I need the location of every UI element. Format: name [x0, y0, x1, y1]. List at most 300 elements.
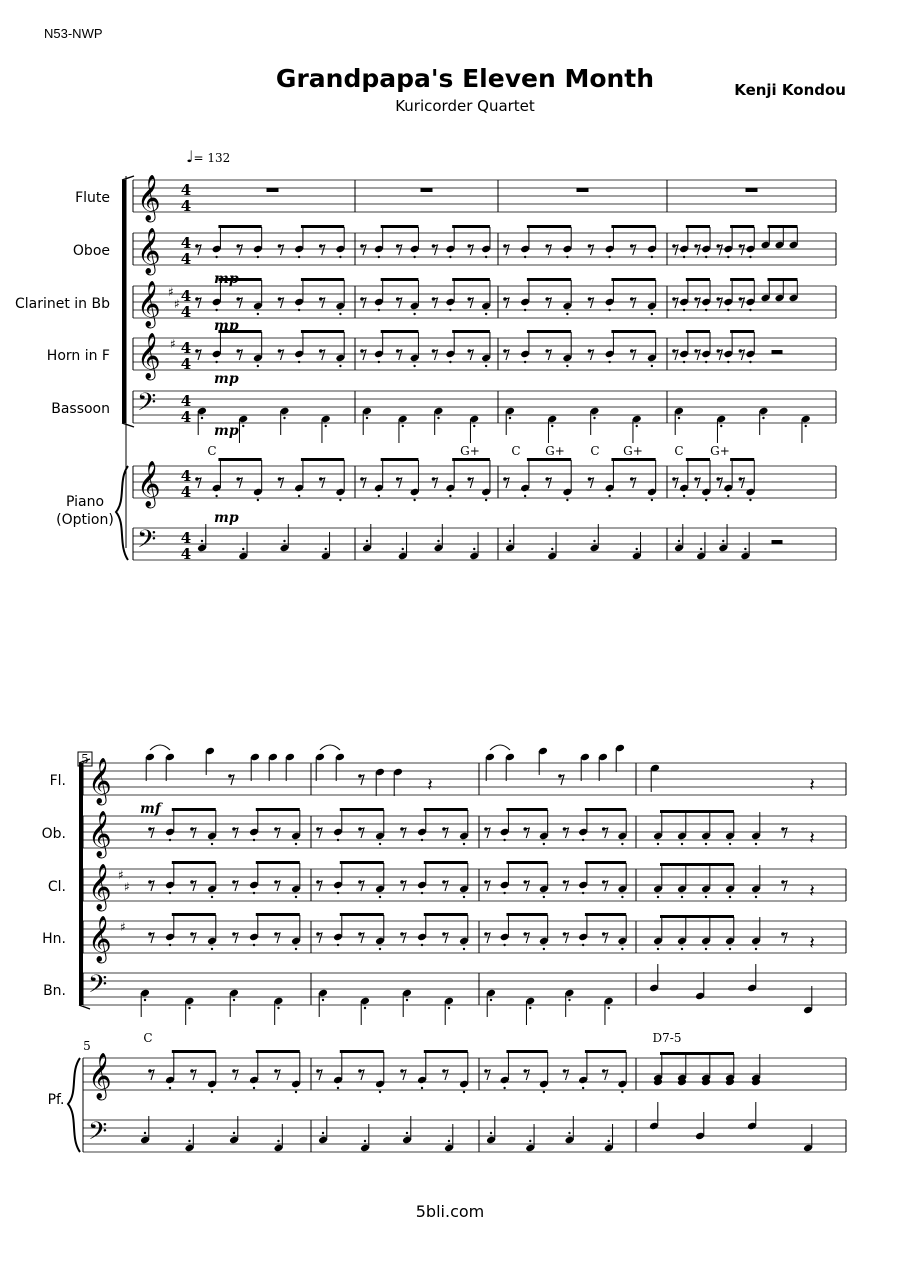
part-0-staccato [651, 256, 653, 258]
piano2-rh-staccato [379, 1091, 381, 1093]
part-0-staccato [727, 256, 729, 258]
ensemble-bracket [122, 180, 126, 423]
bassoon-staccato [366, 417, 368, 419]
part2-2-beam [424, 913, 468, 916]
part-0-beam [730, 225, 754, 228]
part-2-staccato [683, 361, 685, 363]
composer-name: Kenji Kondou [734, 81, 846, 99]
quarter-rest: 𝄽 [427, 775, 433, 796]
part-1-staccato [566, 313, 568, 315]
dynamic-marking: mp [214, 423, 239, 439]
part-2-staccato [651, 365, 653, 367]
piano2-rh-staccato [211, 1091, 213, 1093]
piano-rh-beam [730, 458, 754, 461]
staccato [729, 948, 731, 950]
tempo-value: = 132 [193, 151, 231, 165]
part-1-staccato [651, 313, 653, 315]
piano-label: Pf. [47, 1092, 65, 1108]
piano-rh-staccato [449, 495, 451, 497]
part-2-beam [381, 330, 419, 333]
bassoon2-staccato [529, 1007, 531, 1009]
dynamic-marking: mp [214, 371, 239, 387]
flute-whole-rest [267, 188, 279, 192]
part2-2-staccato [421, 944, 423, 946]
piano-rh-staccato [727, 495, 729, 497]
part-2-staccato [727, 361, 729, 363]
key-sharp: ♯ [120, 920, 126, 934]
part-0-staccato [683, 256, 685, 258]
part2-2-staccato [169, 944, 171, 946]
part2-0-beam [340, 808, 384, 811]
instrument-label: Hn. [42, 931, 66, 947]
flute-whole-rest [421, 188, 433, 192]
part2-1-staccato [621, 896, 623, 898]
beam [660, 863, 734, 866]
part2-0-staccato [463, 843, 465, 845]
part-0-beam [611, 225, 655, 228]
chord-symbol: C [590, 444, 600, 458]
time-signature-top: 4 [180, 339, 192, 357]
time-signature-bottom: 4 [180, 355, 192, 373]
part-0-staccato [485, 256, 487, 258]
time-signature-top: 4 [180, 529, 192, 547]
bassoon-staccato [593, 417, 595, 419]
time-signature-top: 4 [180, 234, 192, 252]
piano2-lh-staccato [608, 1140, 610, 1142]
piano-lh-staccato [700, 548, 702, 550]
piano-lh-staccato [473, 548, 475, 550]
time-signature-bottom: 4 [180, 197, 192, 215]
part-0-staccato [339, 256, 341, 258]
piano-rh-beam [611, 458, 655, 461]
part2-1-staccato [295, 896, 297, 898]
part-0-beam [686, 225, 710, 228]
measure-number: 5 [81, 752, 89, 766]
part-2-staccato [608, 361, 610, 363]
chord-symbol: C [511, 444, 521, 458]
piano-lh-staccato [551, 548, 553, 550]
chord-symbol: C [674, 444, 684, 458]
piano-label: Piano [65, 494, 105, 510]
piano-lh-staccato [402, 548, 404, 550]
bassoon2-staccato [406, 999, 408, 1001]
chord-symbol: G+ [460, 444, 480, 458]
bassoon2-staccato [490, 999, 492, 1001]
dynamic-marking: mf [140, 801, 161, 817]
part2-0-beam [256, 808, 300, 811]
time-signature-bottom: 4 [180, 250, 192, 268]
part2-2-beam [340, 913, 384, 916]
piano2-lh-staccato [448, 1140, 450, 1142]
part-0-staccato [413, 256, 415, 258]
piano2-lh-staccato [188, 1140, 190, 1142]
staccato [657, 843, 659, 845]
key-sharp: ♯ [118, 868, 124, 882]
quarter-rest: 𝄽 [809, 775, 815, 796]
piano2-lh-staccato [406, 1132, 408, 1134]
piano-label-option: (Option) [56, 512, 114, 528]
piano-lh-staccato [678, 540, 680, 542]
beam [768, 278, 798, 281]
part-1-staccato [298, 309, 300, 311]
part2-1-beam [424, 861, 468, 864]
part-0-beam [381, 225, 419, 228]
score-subtitle: Kuricorder Quartet [395, 97, 535, 115]
part-2-staccato [413, 365, 415, 367]
treble-clef: 𝄞 [137, 333, 161, 379]
part2-0-staccato [621, 843, 623, 845]
slur [320, 745, 340, 750]
dynamic-marking: mp [214, 510, 239, 526]
part-0-staccato [449, 256, 451, 258]
part-1-staccato [524, 309, 526, 311]
part-1-beam [381, 278, 419, 281]
piano2-lh-staccato [322, 1132, 324, 1134]
part2-0-staccato [253, 839, 255, 841]
piano-rh-staccato [378, 495, 380, 497]
staccato [681, 843, 683, 845]
piano-rh-staccato [705, 499, 707, 501]
piano-rh-beam [301, 458, 344, 461]
beam [660, 915, 734, 918]
time-signature-top: 4 [180, 287, 192, 305]
part2-1-beam [256, 861, 300, 864]
piano-rh-staccato [651, 499, 653, 501]
staccato [755, 843, 757, 845]
time-signature-top: 4 [180, 181, 192, 199]
bass-clef: 𝄢 [137, 525, 157, 560]
ensemble-bracket [79, 763, 83, 1005]
part-0-staccato [705, 256, 707, 258]
score-title: Grandpapa's Eleven Month [275, 64, 655, 93]
piano-rh-staccato [749, 499, 751, 501]
chord-symbol: G+ [710, 444, 730, 458]
bassoon2-staccato [608, 1007, 610, 1009]
bassoon-staccato [325, 425, 327, 427]
part2-2-staccato [621, 948, 623, 950]
piano2-lh-staccato [568, 1132, 570, 1134]
piano2-rh-staccato [253, 1087, 255, 1089]
treble-clef: 𝄞 [88, 916, 112, 962]
part2-1-beam [506, 861, 547, 864]
flute-whole-rest [577, 188, 589, 192]
part-1-beam [452, 278, 490, 281]
piano2-lh-staccato [233, 1132, 235, 1134]
bassoon2-staccato [322, 999, 324, 1001]
part2-2-staccato [253, 944, 255, 946]
part2-1-staccato [421, 892, 423, 894]
part-0-staccato [257, 256, 259, 258]
document-code: N53-NWP [44, 26, 103, 41]
part2-2-staccato [295, 948, 297, 950]
bassoon-staccato [437, 417, 439, 419]
part2-0-beam [172, 808, 216, 811]
key-sharp: ♯ [170, 337, 176, 351]
bassoon-staccato [678, 417, 680, 419]
part2-2-staccato [463, 948, 465, 950]
piano-rh-beam [218, 458, 261, 461]
bass-clef: 𝄢 [88, 1117, 108, 1152]
part-0-beam [301, 225, 344, 228]
part-0-beam [527, 225, 571, 228]
part-2-staccato [485, 365, 487, 367]
part-2-staccato [449, 361, 451, 363]
part-1-beam [527, 278, 571, 281]
piano2-rh-beam [256, 1050, 300, 1053]
piano-lh-staccato [744, 548, 746, 550]
treble-clef: 𝄞 [88, 811, 112, 857]
bassoon-staccato [242, 425, 244, 427]
horn-half-rest [772, 350, 783, 354]
bassoon-staccato [402, 425, 404, 427]
piano2-rh-staccato [463, 1091, 465, 1093]
beam [768, 225, 798, 228]
piano2-rh-staccato [621, 1091, 623, 1093]
part-1-staccato [449, 309, 451, 311]
treble-clef: 𝄞 [88, 864, 112, 910]
piano-brace [68, 1058, 80, 1152]
piano-lh-staccato [325, 548, 327, 550]
part2-0-staccato [421, 839, 423, 841]
staccato [657, 948, 659, 950]
part-1-beam [686, 278, 710, 281]
piano-rh-staccato [339, 499, 341, 501]
key-sharp: ♯ [174, 297, 180, 311]
piano-rh-staccato [566, 499, 568, 501]
piano-rh-beam [452, 458, 490, 461]
piano2-rh-beam [506, 1050, 547, 1053]
piano-lh-staccato [593, 540, 595, 542]
key-sharp: ♯ [124, 880, 130, 894]
part-0-staccato [524, 256, 526, 258]
piano2-rh-staccato [169, 1087, 171, 1089]
piano-rh-beam [527, 458, 571, 461]
part2-0-staccato [169, 839, 171, 841]
part2-0-staccato [211, 843, 213, 845]
instrument-label: Ob. [41, 826, 66, 842]
staccato [657, 896, 659, 898]
bassoon2-staccato [233, 999, 235, 1001]
part2-2-staccato [211, 948, 213, 950]
staccato [681, 896, 683, 898]
part2-2-beam [172, 913, 216, 916]
time-signature-top: 4 [180, 392, 192, 410]
bassoon2-staccato [144, 999, 146, 1001]
piano-lh-staccato [636, 548, 638, 550]
piano-rh-staccato [608, 495, 610, 497]
part2-1-staccato [379, 896, 381, 898]
part2-1-beam [172, 861, 216, 864]
part-2-staccato [257, 365, 259, 367]
piano2-lh-staccato [490, 1132, 492, 1134]
time-signature-bottom: 4 [180, 545, 192, 563]
staccato [729, 843, 731, 845]
piano-lh-half-rest [772, 540, 783, 544]
part2-2-beam [256, 913, 300, 916]
instrument-label: Horn in F [46, 348, 110, 364]
treble-clef: 𝄞 [137, 461, 161, 507]
part2-1-staccato [169, 892, 171, 894]
piano-lh-staccato [437, 540, 439, 542]
bassoon-staccato [201, 417, 203, 419]
part2-1-staccato [582, 892, 584, 894]
instrument-label: Bn. [43, 983, 66, 999]
part-1-beam [611, 278, 655, 281]
part-2-staccato [705, 361, 707, 363]
part2-2-staccato [543, 948, 545, 950]
part2-0-beam [506, 808, 547, 811]
part2-2-staccato [337, 944, 339, 946]
ensemble-bracket-bottom [122, 423, 134, 427]
part-2-staccato [524, 361, 526, 363]
quarter-rest: 𝄽 [809, 933, 815, 954]
part2-1-staccato [463, 896, 465, 898]
piano2-rh-staccato [295, 1091, 297, 1093]
piano2-rh-staccato [421, 1087, 423, 1089]
instrument-label: Clarinet in Bb [14, 296, 110, 312]
treble-clef: 𝄞 [137, 175, 161, 221]
part-1-staccato [339, 313, 341, 315]
part-0-staccato [298, 256, 300, 258]
piano2-lh-staccato [364, 1140, 366, 1142]
piano2-lh-staccato [277, 1140, 279, 1142]
piano-rh-staccato [524, 495, 526, 497]
bassoon2-staccato [448, 1007, 450, 1009]
part-1-staccato [413, 313, 415, 315]
bassoon-staccato [636, 425, 638, 427]
bassoon-staccato [551, 425, 553, 427]
piano-lh-staccato [283, 540, 285, 542]
time-signature-bottom: 4 [180, 408, 192, 426]
part-1-staccato [683, 309, 685, 311]
bassoon2-staccato [364, 1007, 366, 1009]
part-1-staccato [257, 313, 259, 315]
piano-lh-staccato [509, 540, 511, 542]
part-2-beam [686, 330, 710, 333]
instrument-label: Flute [75, 190, 110, 206]
part2-2-staccato [379, 948, 381, 950]
part2-0-staccato [295, 843, 297, 845]
time-signature-top: 4 [180, 467, 192, 485]
part-0-staccato [608, 256, 610, 258]
chord-symbol: C [207, 444, 217, 458]
staccato [755, 896, 757, 898]
piano2-rh-staccato [582, 1087, 584, 1089]
time-signature-bottom: 4 [180, 303, 192, 321]
piano-rh-staccato [683, 495, 685, 497]
bassoon-staccato [283, 417, 285, 419]
footer-site: 5bli.com [415, 1202, 485, 1221]
piano2-rh-staccato [337, 1087, 339, 1089]
piano-measure-number: 5 [83, 1039, 91, 1053]
dynamic-marking: mp [214, 318, 239, 334]
part-2-staccato [339, 365, 341, 367]
part-1-beam [301, 278, 344, 281]
bassoon-staccato [509, 417, 511, 419]
piano2-rh-staccato [503, 1087, 505, 1089]
part-2-beam [730, 330, 754, 333]
piano2-rh-staccato [543, 1091, 545, 1093]
part-1-beam [730, 278, 754, 281]
part-2-beam [527, 330, 571, 333]
part2-1-staccato [503, 892, 505, 894]
piano-lh-staccato [722, 540, 724, 542]
treble-clef: 𝄞 [88, 1053, 112, 1099]
beam [660, 1052, 734, 1055]
part-0-staccato [749, 256, 751, 258]
chord-symbol: C [143, 1031, 153, 1045]
piano2-rh-beam [424, 1050, 468, 1053]
part-1-staccato [485, 313, 487, 315]
piano-lh-staccato [366, 540, 368, 542]
chord-symbol: G+ [623, 444, 643, 458]
piano-lh-staccato [242, 548, 244, 550]
piano-rh-beam [686, 458, 710, 461]
part2-1-beam [585, 861, 626, 864]
part-2-staccato [215, 361, 217, 363]
part2-0-staccato [543, 843, 545, 845]
piano-rh-staccato [298, 495, 300, 497]
piano-rh-staccato [257, 499, 259, 501]
part-0-beam [218, 225, 261, 228]
part2-2-staccato [503, 944, 505, 946]
part2-0-staccato [582, 839, 584, 841]
bass-clef: 𝄢 [137, 388, 157, 423]
key-sharp: ♯ [168, 285, 174, 299]
instrument-label: Cl. [47, 879, 66, 895]
part2-0-staccato [337, 839, 339, 841]
piano-rh-staccato [215, 495, 217, 497]
ensemble-bracket-bottom [79, 1005, 90, 1009]
staccato [681, 948, 683, 950]
staccato [705, 843, 707, 845]
flute-whole-rest [746, 188, 758, 192]
piano2-rh-beam [172, 1050, 216, 1053]
chord-symbol: D7-5 [652, 1031, 682, 1045]
part-0-staccato [215, 256, 217, 258]
part2-0-staccato [379, 843, 381, 845]
staccato [705, 896, 707, 898]
part-0-staccato [378, 256, 380, 258]
piano2-lh-staccato [529, 1140, 531, 1142]
staccato [705, 948, 707, 950]
part2-1-staccato [543, 896, 545, 898]
part-0-staccato [566, 256, 568, 258]
staccato [729, 896, 731, 898]
staccato [755, 948, 757, 950]
quarter-note-icon: ♩ [186, 147, 194, 166]
part2-1-staccato [211, 896, 213, 898]
beam [660, 810, 734, 813]
treble-clef: 𝄞 [137, 228, 161, 274]
part-2-beam [611, 330, 655, 333]
part-0-beam [452, 225, 490, 228]
part-2-beam [301, 330, 344, 333]
part2-1-staccato [253, 892, 255, 894]
piano2-lh-staccato [144, 1132, 146, 1134]
part-2-staccato [378, 361, 380, 363]
bassoon-staccato [473, 425, 475, 427]
part2-2-beam [506, 913, 547, 916]
treble-clef: 𝄞 [88, 758, 112, 804]
treble-clef: 𝄞 [137, 281, 161, 327]
part2-0-beam [424, 808, 468, 811]
part-1-staccato [608, 309, 610, 311]
quarter-rest: 𝄽 [809, 828, 815, 849]
part-1-staccato [749, 309, 751, 311]
bassoon2-staccato [568, 999, 570, 1001]
bassoon2-staccato [277, 1007, 279, 1009]
